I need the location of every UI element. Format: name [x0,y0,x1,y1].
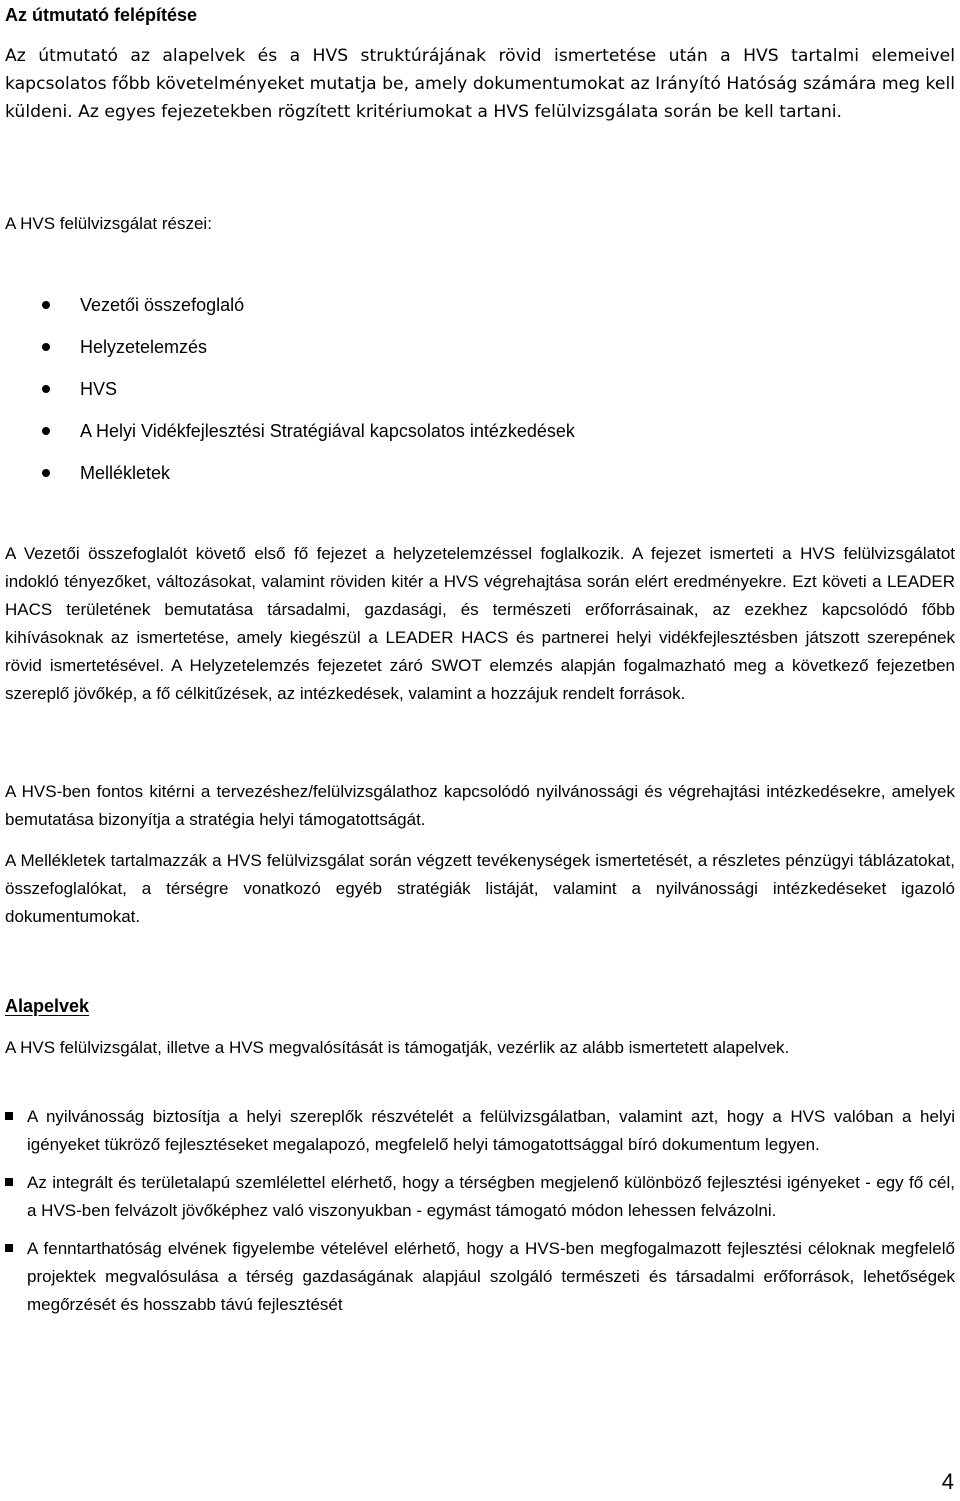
bullet-dot-icon [42,343,50,351]
section-title-structure: Az útmutató felépítése [5,5,198,25]
parts-label: A HVS felülvizsgálat részei: [5,214,212,233]
square-bullet-icon [5,1112,13,1120]
bullet-dot-icon [42,469,50,477]
situation-analysis-paragraph: A Vezetői összefoglalót követő első fő fejezet a helyzetelemzéssel foglalkozik. A fejezet ismerteti a HVS felülvizsgálatot indokló tényezőket, változásokat, valamint röviden kitér a HVS végrehajtása során elért eredményekre. Ezt követi a LEADER HACS területének bemutatása társadalmi, gazdasági, és természeti erőforrásainak, az ezekhez kapcsolódó főbb kihívásoknak az ismertetése, amely kiegészül a LEADER HACS és partnerei helyi vidékfejlesztésben játszott szerepének rövid ismertetésével. A Helyzetelemzés fejezetet záró SWOT elemzés alapján fogalmazható meg a következő fejezetben szereplő jövőkép, a fő célkitűzések, az intézkedések, valamint a hozzájuk rendelt források. [5,544,955,703]
square-bullet-icon [5,1178,13,1186]
publicity-paragraph: A HVS-ben fontos kitérni a tervezéshez/felülvizsgálathoz kapcsolódó nyilvánossági és végrehajtási intézkedésekre, amelyek bemutatása bizonyítja a stratégia helyi támogatottságát. [5,782,955,829]
page-number: 4 [941,1469,954,1494]
annexes-paragraph: A Mellékletek tartalmazzák a HVS felülvizsgálat során végzett tevékenységek ismertetését, a részletes pénzügyi táblázatokat, összefoglalókat, a térségre vonatkozó egyéb stratégiák listáját, valamint a nyilvánossági intézkedéseket igazoló dokumentumokat. [5,851,955,926]
parts-list-item: Vezetői összefoglaló [0,284,575,326]
bullet-dot-icon [42,301,50,309]
bullet-dot-icon [42,427,50,435]
principles-list [0,1103,960,1329]
parts-list [0,284,575,494]
structure-intro-paragraph: Az útmutató az alapelvek és a HVS struktúrájának rövid ismertetése után a HVS tartalmi elemeivel kapcsolatos főbb követelményeket mutatja be, amely dokumentumokat az Irányító Hatóság számára meg kell küldeni. Az egyes fejezetekben rögzített kritériumokat a HVS felülvizsgálata során be kell tartani. [5,46,955,122]
parts-list-item: HVS [0,368,575,410]
parts-list-item: Helyzetelemzés [0,326,575,368]
square-bullet-icon [5,1244,13,1252]
section-title-principles: Alapelvek [5,996,90,1016]
principles-list-item: A fenntarthatóság elvének figyelembe vételével elérhető, hogy a HVS-ben megfogalmazott fejlesztési céloknak megfelelő projektek megvalósulása a térség gazdaságának alapjául szolgáló természeti és társadalmi erőforrások, lehetőségek megőrzését és hosszabb távú fejlesztését [0,1235,955,1319]
principles-intro-paragraph: A HVS felülvizsgálat, illetve a HVS megvalósítását is támogatják, vezérlik az alább ismertetett alapelvek. [5,1038,790,1057]
parts-list-item: A Helyi Vidékfejlesztési Stratégiával kapcsolatos intézkedések [0,410,575,452]
principles-list-item: Az integrált és területalapú szemlélettel elérhető, hogy a térségben megjelenő különböző fejlesztési igényeket - egy fő cél, a HVS-ben felvázolt jövőképhez való viszonyukban - egymást támogató módon lehessen felvázolni. [0,1169,955,1225]
bullet-dot-icon [42,385,50,393]
principles-list-item: A nyilvánosság biztosítja a helyi szereplők részvételét a felülvizsgálatban, valamint azt, hogy a HVS valóban a helyi igényeket tükröző fejlesztéseket megalapozó, megfelelő helyi támogatottsággal bíró dokumentum legyen. [0,1103,955,1159]
parts-list-item: Mellékletek [0,452,575,494]
